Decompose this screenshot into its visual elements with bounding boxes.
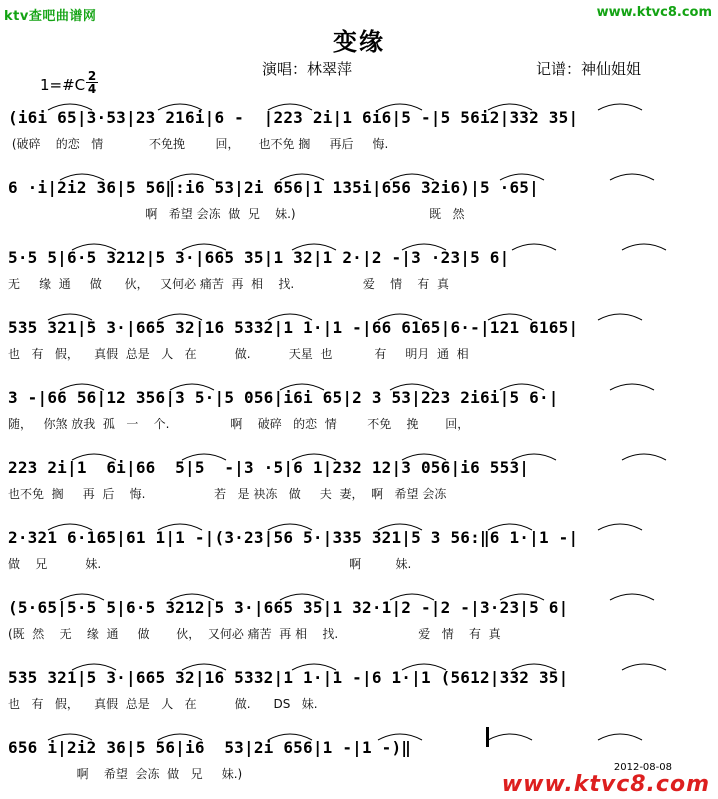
lyrics-row: 也 有 假， 真假 总是 人 在 做. 天星 也 有 明月 通 相 (8, 347, 469, 361)
notator-credit: 记谱：神仙姐姐 (536, 60, 642, 78)
notation-row: (5·65|5·5 5|6·5 3212|5 3·|665 35|1 32·1|2 -|2 -|3·23|5 6| (8, 598, 569, 617)
time-denominator: 4 (87, 82, 97, 96)
lyrics-row: 无 缘 通 做 伙， 又何必 痛苦 再 相 找. 爱 情 有 真 (8, 277, 450, 291)
date-stamp: 2012-08-08 (613, 762, 672, 773)
lyrics-row: 随， 你煞 放我 孤 一 个. 啊 破碎 的恋 情 不免 挽 回， (8, 417, 470, 431)
song-title: 变缘 (333, 28, 385, 56)
notation-row: 2·321 6·165|61 1|1 -|(3·23|56 5·|335 321|5 3 56:‖6 1·|1 -| (8, 528, 579, 547)
watermark-logo: www.ktvc8.com (501, 772, 710, 797)
time-numerator: 2 (87, 69, 97, 83)
site-name-left[interactable]: ktv查吧曲谱网 (4, 9, 97, 24)
notation-row: 6 ·i|2i2 36|5 56‖:i6 53|2i 656|1 135i|656 32i6)|5 ·65| (8, 178, 539, 197)
lyrics-row: 也不免 搁 再 后 悔. 若 是 袂冻 做 夫 妻， 啊 希望 会冻 (8, 487, 447, 501)
key-signature: 1=#C (40, 76, 86, 94)
time-signature (86, 70, 98, 95)
site-url-right[interactable]: www.ktvc8.com (596, 5, 712, 20)
notation-row: 223 2i|1 6i|66 5|5 -|3 ·5|6 1|232 12|3 056|i6 553| (8, 458, 530, 477)
singer-credit: 演唱：林翠萍 (262, 60, 353, 78)
notation-row: 535 321|5 3·|665 32|16 5332|1 1·|1 -|66 6165|6·-|121 6165| (8, 318, 579, 337)
notation-row: (i6i 65|3·53|23 216i|6 - |223 2i|1 6i6|5 -|5 56i2|332 35| (8, 108, 579, 127)
lyrics-row: 啊 希望 会冻 做 兄 妹.) (8, 767, 243, 781)
notation-row: 5·5 5|6·5 3212|5 3·|665 35|1 32|1 2·|2 -|3 ·23|5 6| (8, 248, 510, 267)
lyrics-row: (既 然 无 缘 通 做 伙， 又何必 痛苦 再 相 找. 爱 情 有 真 (8, 627, 501, 641)
notation-row: 3 -|66 56|12 356|3 5·|5 056|i6i 65|2 3 53|223 2i6i|5 6·| (8, 388, 559, 407)
lyrics-row: (破碎 的恋 情 不免挽 回， 也不免 搁 再后 悔. (8, 137, 389, 151)
notation-row: 656 i|2i2 36|5 56|i6 53|2i 656|1 -|1 -)‖ (8, 738, 412, 757)
notation-row: 535 321|5 3·|665 32|16 5332|1 1·|1 -|6 1·|1 (5612|332 35| (8, 668, 569, 687)
final-barline (486, 727, 489, 747)
lyrics-row: 也 有 假， 真假 总是 人 在 做. DS 妹. (8, 697, 318, 711)
lyrics-row: 啊 希望 会冻 做 兄 妹.) 既 然 (8, 207, 465, 221)
lyrics-row: 做 兄 妹. 啊 妹. (8, 557, 412, 571)
